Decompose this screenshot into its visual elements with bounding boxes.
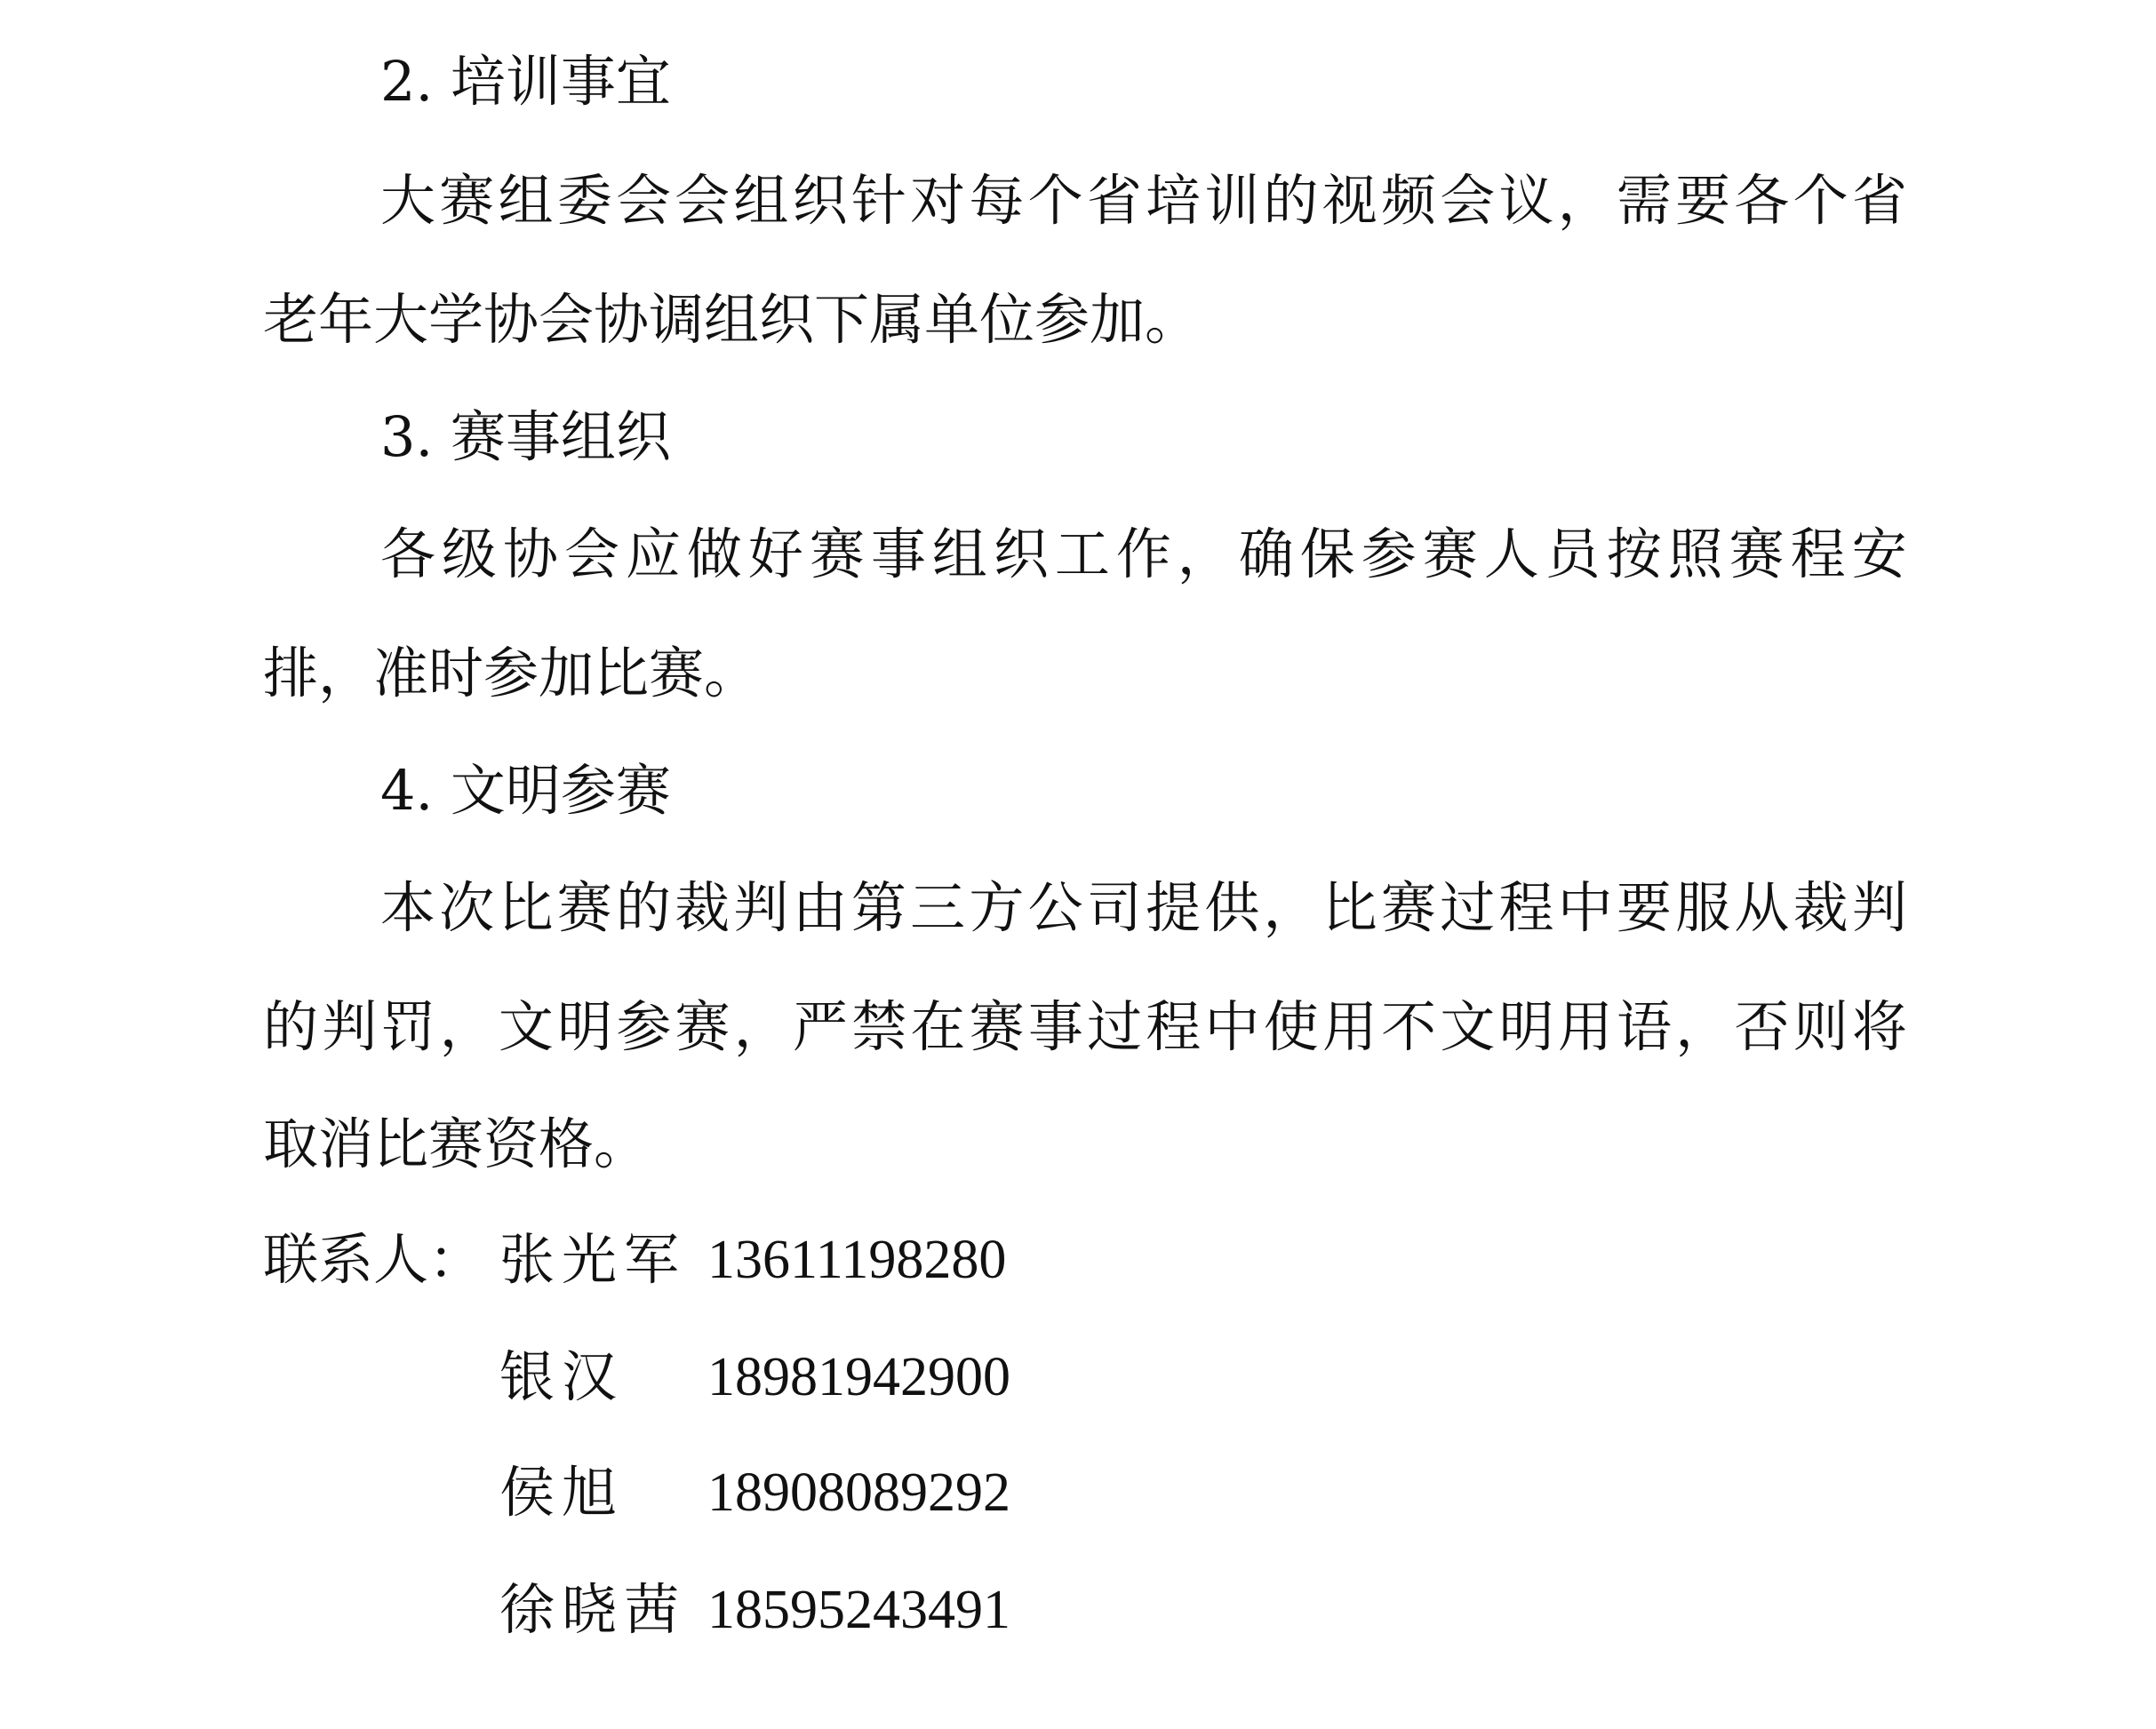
contact-name: 银汉 bbox=[499, 1344, 625, 1409]
contact-name: 张光军 bbox=[499, 1227, 687, 1292]
paragraph-line: 老年大学协会协调组织下属单位参加。 bbox=[263, 287, 1201, 352]
section-heading: 2. 培训事宜 bbox=[380, 49, 671, 114]
section-heading: 3. 赛事组织 bbox=[380, 404, 671, 469]
contacts-label: 联系人： bbox=[263, 1227, 484, 1292]
paragraph-line: 的 判 罚 ， 文 明 参 赛 ， 严 禁 在 赛 事 过 程 中 使 用 不 文 明 用 语 ， 否 则 将 bbox=[263, 994, 1907, 1059]
contact-phone: 13611198280 bbox=[707, 1230, 1007, 1290]
paragraph-line: 取消比赛资格。 bbox=[263, 1112, 650, 1176]
contact-phone: 18908089292 bbox=[707, 1462, 1010, 1523]
paragraph-line: 各 级 协 会 应 做 好 赛 事 组 织 工 作 ， 确 保 参 赛 人 员 按 照 赛 程 安 bbox=[380, 522, 1907, 586]
paragraph-line: 排，准时参加比赛。 bbox=[263, 641, 760, 705]
paragraph-line: 本 次 比 赛 的 裁 判 由 第 三 方 公 司 提 供 ， 比 赛 过 程 中 要 服 从 裁 判 bbox=[380, 875, 1907, 940]
section-heading: 4. 文明参赛 bbox=[380, 758, 671, 823]
paragraph-line: 大 赛 组 委 会 会 组 织 针 对 每 个 省 培 训 的 视 频 会 议 ， 需 要 各 个 省 bbox=[380, 168, 1907, 233]
contact-name: 徐晓茜 bbox=[499, 1577, 687, 1642]
contact-phone: 18595243491 bbox=[707, 1580, 1010, 1640]
contact-name: 侯旭 bbox=[499, 1460, 625, 1525]
contact-phone: 18981942900 bbox=[707, 1347, 1010, 1407]
